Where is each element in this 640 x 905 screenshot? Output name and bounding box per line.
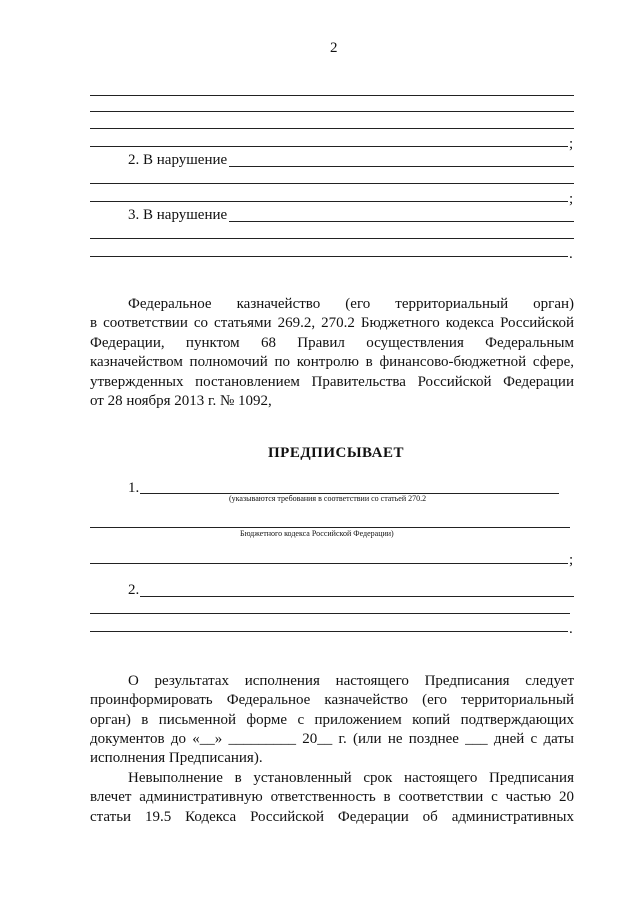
blank-line [90,95,574,96]
blank-line [90,128,574,129]
order-item-1-label: 1. [128,480,140,496]
blank-line [90,527,570,528]
blank-line [229,166,574,167]
line-end-semicolon: ; [569,136,574,152]
blank-line [90,111,574,112]
order-item-2-label: 2. [128,582,140,598]
line-end-semicolon: ; [569,191,574,207]
blank-line [90,183,574,184]
line-end-period: . [569,246,573,262]
intro-line: утвержденных постановлением Правительства Российской Федерации [90,374,574,390]
results-line: документов до «__» _________ 20__ г. (или не позднее ___ дней с даты [90,731,574,747]
results-line: проинформировать Федеральное казначейство (его территориальный [90,692,574,708]
line-end-semicolon: ; [569,552,574,568]
blank-line [90,563,568,564]
page-number: 2 [330,40,338,56]
blank-line [140,596,574,597]
penalty-line: Невыполнение в установленный срок настоящего Предписания [128,770,574,786]
blank-line [90,238,574,239]
blank-line [90,631,568,632]
blank-line [90,256,568,257]
violation-item-3-label: 3. В нарушение [128,207,228,223]
blank-line [90,146,568,147]
intro-line: от 28 ноября 2013 г. № 1092, [90,393,272,409]
hint-text: (указываются требования в соответствии со статьей 270.2 [229,494,427,503]
results-line: орган) в письменной форме с приложением копий подтверждающих [90,712,574,728]
results-line: исполнения Предписания). [90,750,263,766]
section-heading: ПРЕДПИСЫВАЕТ [268,445,404,461]
blank-line [90,613,570,614]
line-end-period: . [569,621,573,637]
results-line: О результатах исполнения настоящего Предписания следует [128,673,574,689]
intro-line: казначейством полномочий по контролю в финансово-бюджетной сфере, [90,354,574,370]
blank-line [229,221,574,222]
intro-line: Федеральное казначейство (его территориальный орган) [128,296,574,312]
penalty-line: статьи 19.5 Кодекса Российской Федерации об административных [90,809,574,825]
hint-text: Бюджетного кодекса Российской Федерации) [240,529,394,538]
penalty-line: влечет административную ответственность в соответствии с частью 20 [90,789,574,805]
violation-item-2-label: 2. В нарушение [128,152,228,168]
intro-line: Федерации, пунктом 68 Правил осуществления Федеральным [90,335,574,351]
blank-line [90,201,568,202]
intro-line: в соответствии со статьями 269.2, 270.2 Бюджетного кодекса Российской [90,315,574,331]
